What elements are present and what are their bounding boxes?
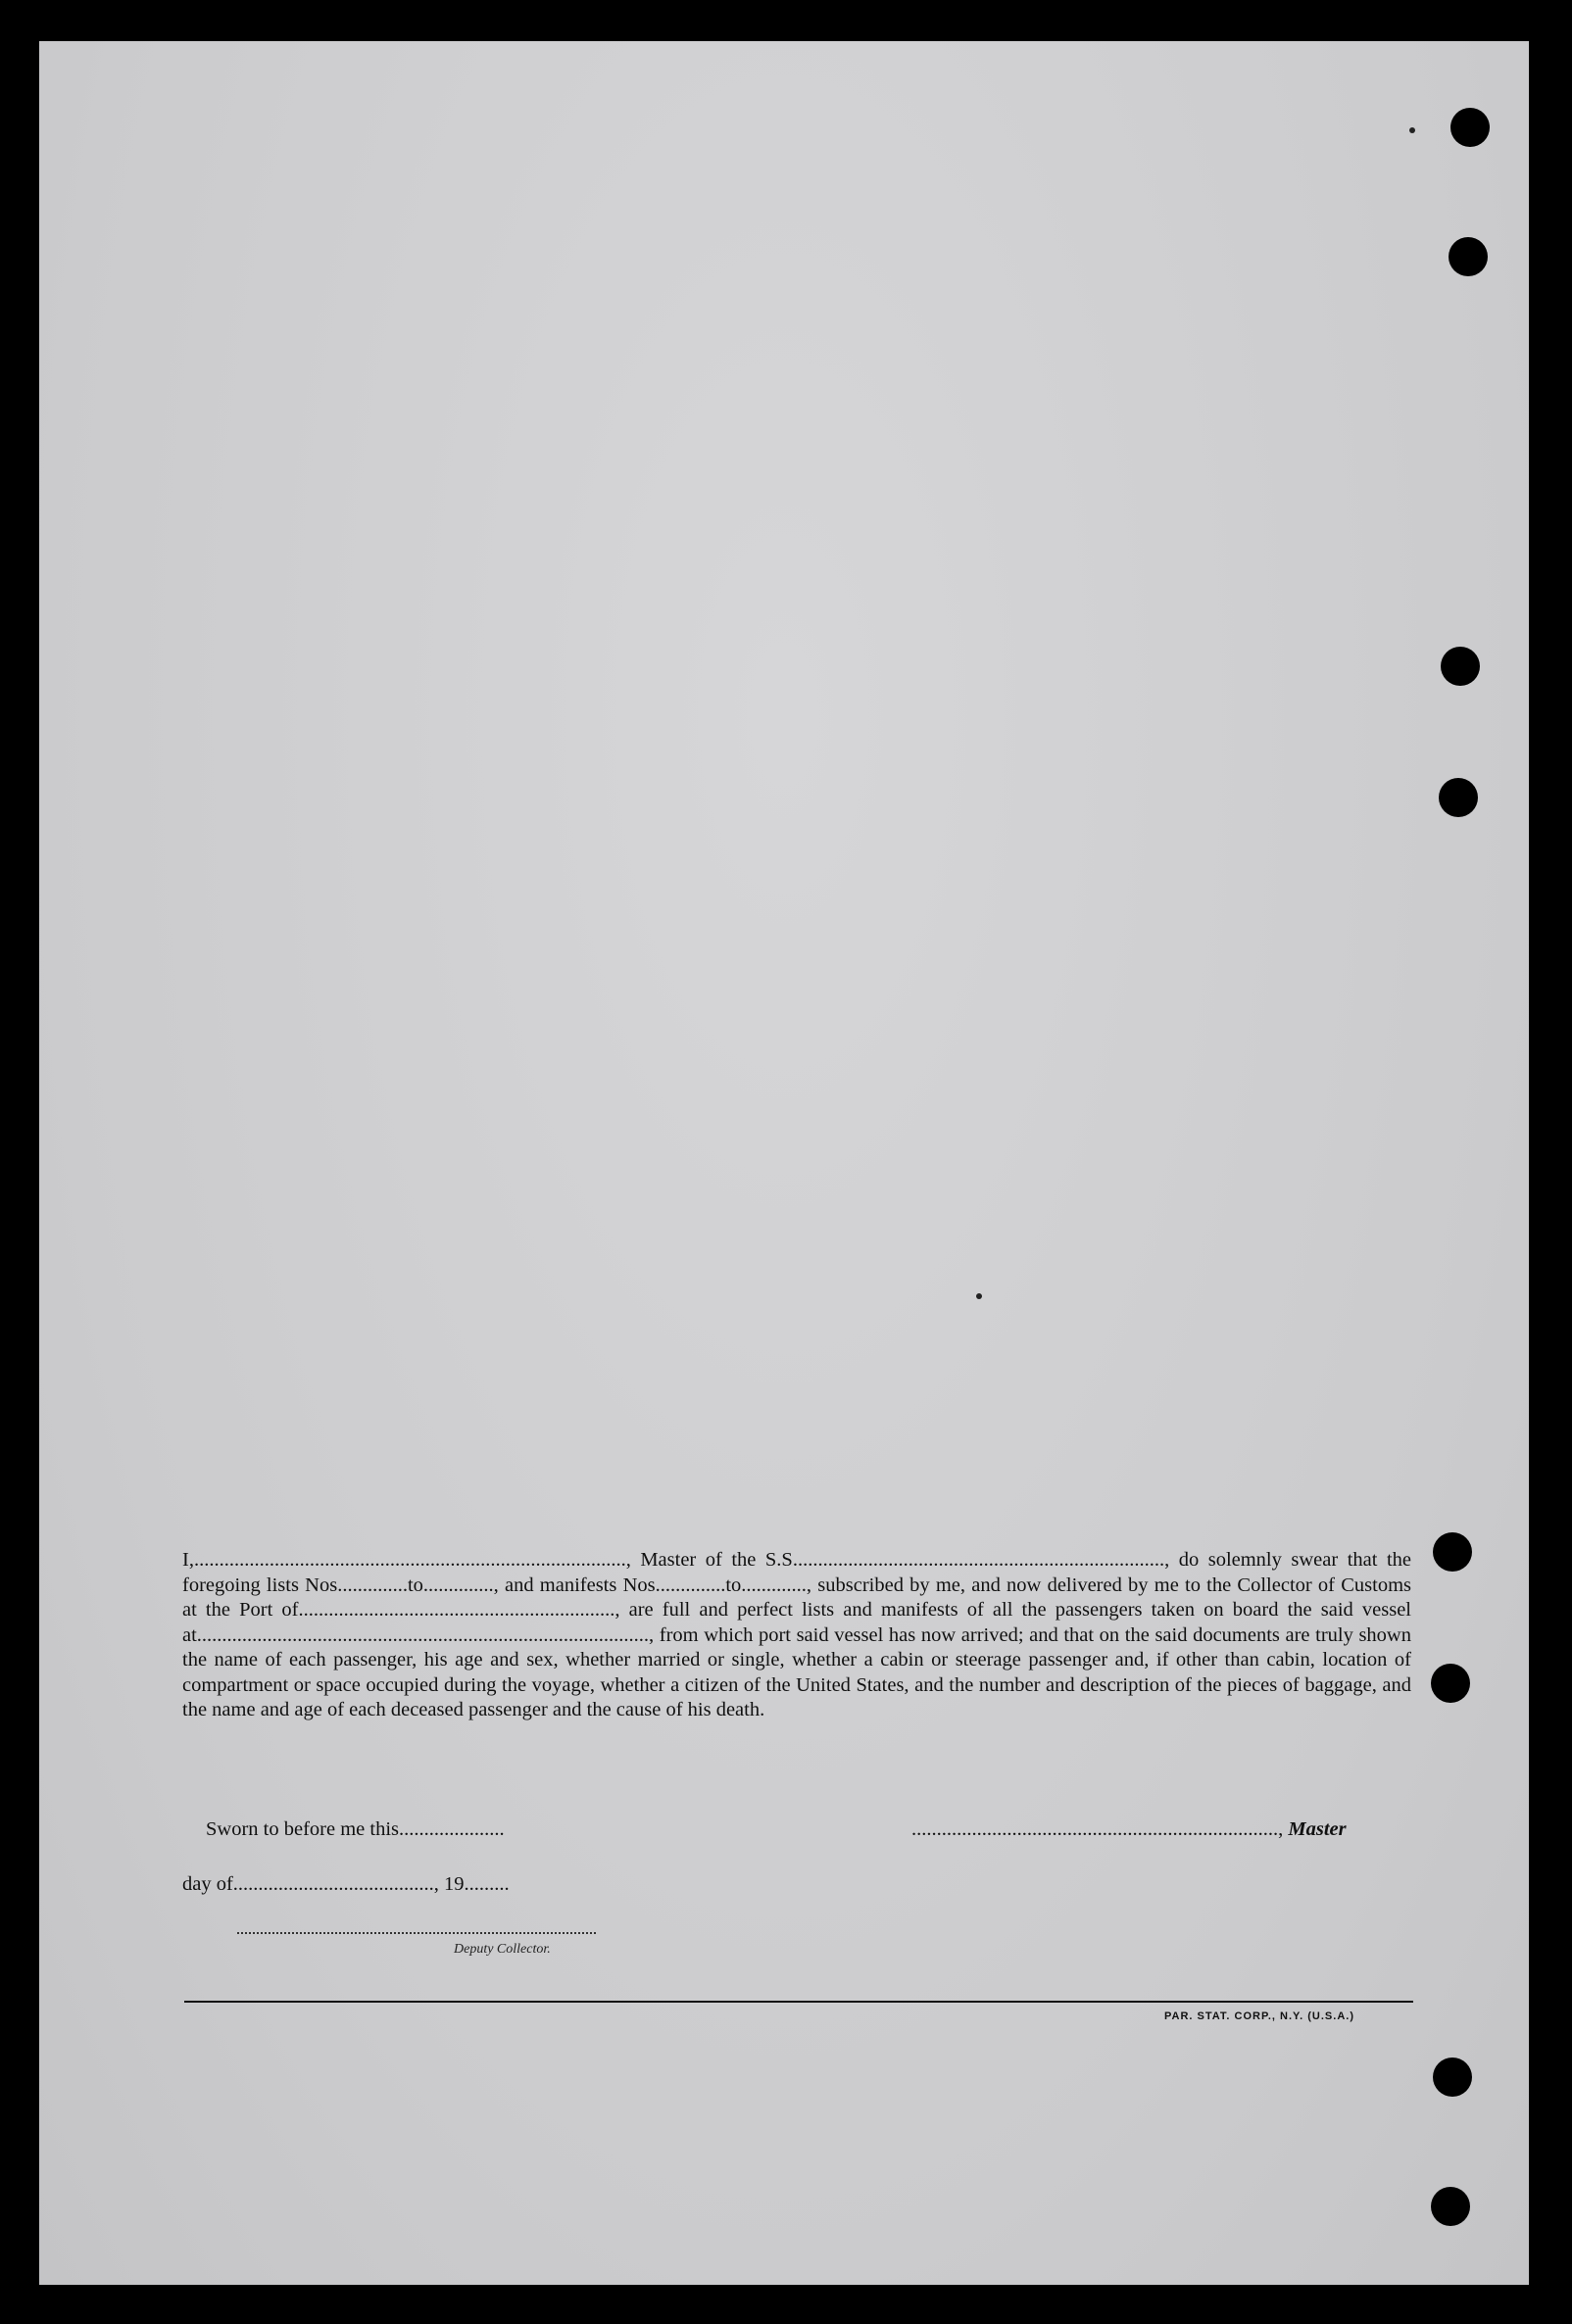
- punch-hole: [1439, 778, 1478, 817]
- deputy-signature-line: [237, 1932, 596, 1934]
- punch-hole: [1450, 108, 1490, 147]
- oath-text: I,......................................................................................, Master of the S.S.........................................................................., do solemnly swear that the foregoing lists Nos..............to.............., and manifests Nos..............to............., subscribed by me, and now delivered by me to the Collector of Customs at the Port of..............................................................., are full and perfect lists and manifests of all the passengers taken on board the said vessel at.........................................................................................., from which port said vessel has now arrived; and that on the said documents are truly shown the name of each passenger, his age and sex, whether married or single, whether a cabin or steerage passenger and, if other than cabin, location of compartment or space occupied during the voyage, whether a citizen of the United States, and the number and description of the pieces of baggage, and the name and age of each deceased passenger and the cause of his death.: [182, 1549, 1411, 1720]
- sworn-line: Sworn to before me this.....................: [206, 1818, 505, 1840]
- bottom-rule: [184, 2001, 1413, 2003]
- punch-hole: [1441, 647, 1480, 686]
- oath-paragraph: [182, 1548, 1411, 1723]
- punch-hole: [1431, 2187, 1470, 2226]
- document-page: [39, 41, 1529, 2285]
- printer-imprint: PAR. STAT. CORP., N.Y. (U.S.A.): [1164, 2010, 1354, 2022]
- punch-hole: [1449, 237, 1488, 276]
- day-line: day of........................................, 19.........: [182, 1873, 510, 1895]
- punch-hole: [1433, 1532, 1472, 1572]
- deputy-collector-label: Deputy Collector.: [454, 1942, 551, 1957]
- master-signature-line: [911, 1818, 1347, 1841]
- master-label: Master: [1288, 1818, 1347, 1840]
- punch-hole: [1431, 1664, 1470, 1703]
- master-dots: .........................................................................,: [911, 1818, 1284, 1840]
- ink-speck: [976, 1293, 982, 1299]
- punch-hole: [1433, 2058, 1472, 2097]
- ink-speck: [1409, 127, 1415, 133]
